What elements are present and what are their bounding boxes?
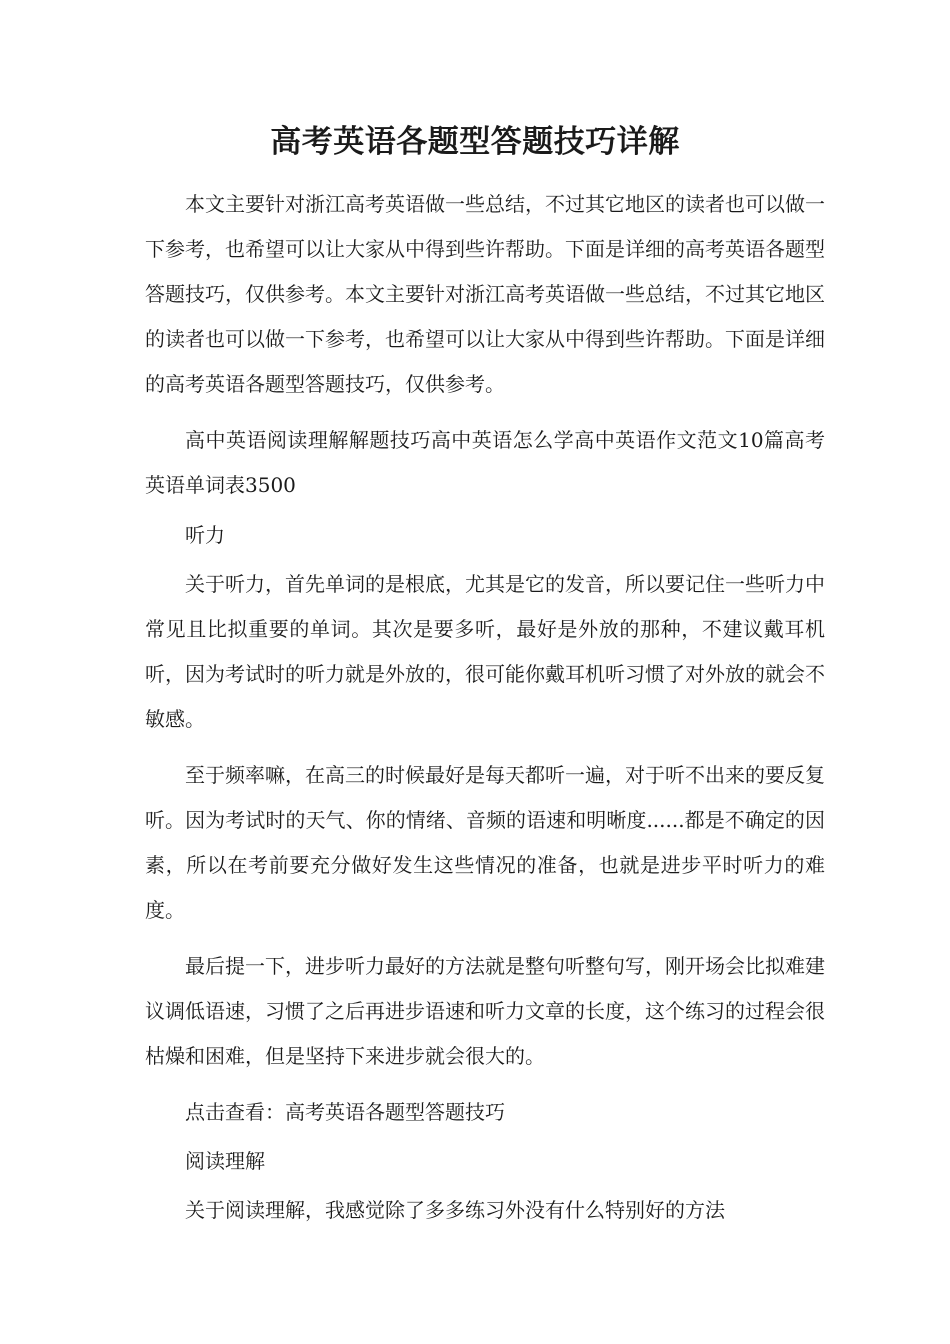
document-body [145,182,825,1244]
section-heading-reading: 阅读理解 [185,1149,265,1173]
listening-paragraph-3: 最后提一下，进步听力最好的方法就是整句听整句写，刚开场会比拟难建议调低语速，习惯了之后再进步语速和听力文章的长度，这个练习的过程会很枯燥和困难，但是坚持下来进步就会很大的。 [145,954,825,1068]
listening-paragraph-1: 关于听力，首先单词的是根底，尤其是它的发音，所以要记住一些听力中常见且比拟重要的单词。其次是要多听，最好是外放的那种，不建议戴耳机听，因为考试时的听力就是外放的，很可能你戴耳机听习惯了对外放的就会不敏感。 [145,572,825,731]
intro-paragraph: 本文主要针对浙江高考英语做一些总结，不过其它地区的读者也可以做一下参考，也希望可以让大家从中得到些许帮助。下面是详细的高考英语各题型答题技巧，仅供参考。本文主要针对浙江高考英语做一些总结，不过其它地区的读者也可以做一下参考，也希望可以让大家从中得到些许帮助。下面是详细的高考英语各题型答题技巧，仅供参考。 [145,192,825,396]
view-more-link[interactable]: 点击查看：高考英语各题型答题技巧 [185,1100,505,1124]
section-heading-listening: 听力 [185,523,225,547]
listening-paragraph-2: 至于频率嘛，在高三的时候最好是每天都听一遍，对于听不出来的要反复听。因为考试时的天气、你的情绪、音频的语速和明晰度......都是不确定的因素，所以在考前要充分做好发生这些情况的准备，也就是进步平时听力的难度。 [145,763,825,922]
related-links-paragraph: 高中英语阅读理解解题技巧高中英语怎么学高中英语作文范文10篇高考英语单词表3500 [145,428,825,497]
reading-paragraph-1: 关于阅读理解，我感觉除了多多练习外没有什么特别好的方法 [185,1198,725,1222]
document-title: 高考英语各题型答题技巧详解 [270,124,680,160]
